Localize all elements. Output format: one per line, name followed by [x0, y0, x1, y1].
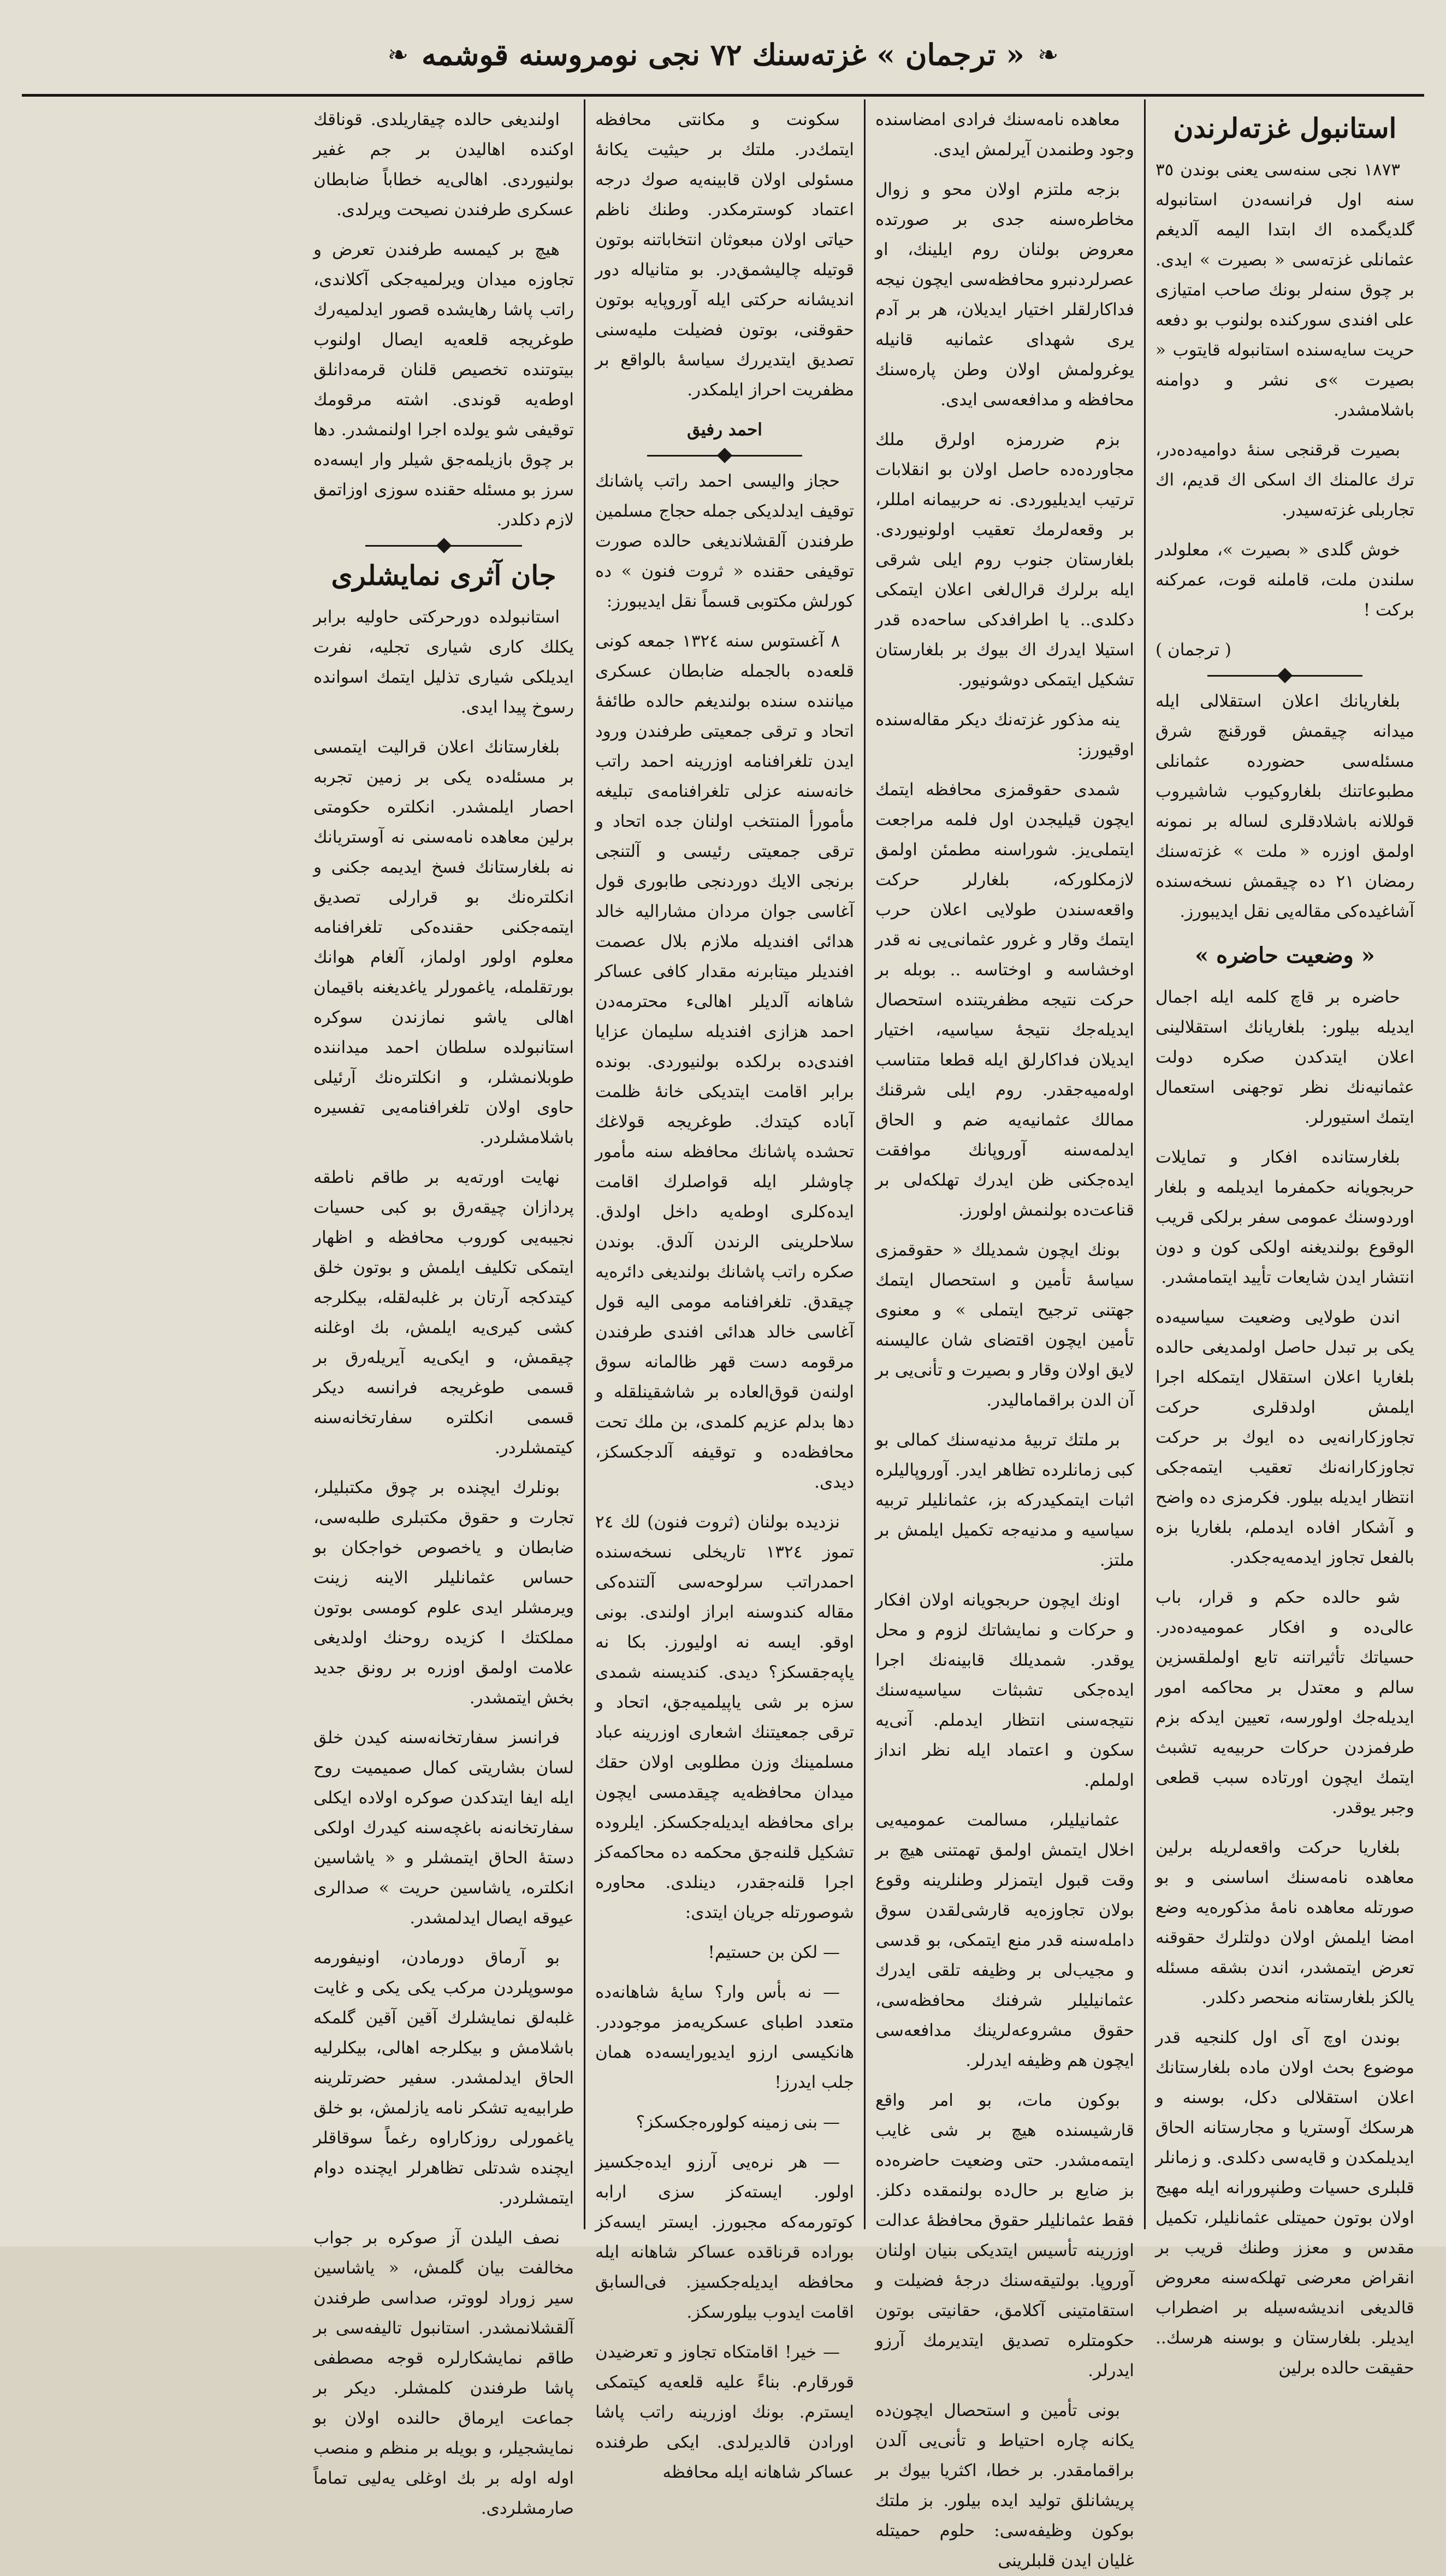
dialogue-line: — هر نره‌یی آرزو ایده‌جکسیز اولور. ایسته‌کز سزی ارابه کوتورمه‌که مجبورز. ایستر ایسه‌کز بوراده قرناقده عساکر شاهانه ایله محافظه ایدیله‌جکسیز. فی‌السابق اقامت ایدوب بیلورسکز. — [595, 2152, 854, 2322]
paragraph: اندن طولایی وضعیت سیاسیه‌ده یکی بر تبدل حاصل اولمدیغی حالده بلغاریا اعلان استقلال ایتمکله اجرا ایلمش اولدقلری حرکت تجاوزکارانه‌یی ده ایوك بر حرکت تجاوزکارانه‌نك تعقیب ایتمه‌جکی انتظار ایدیله بیلور. فکرمزی ده واضح و آشکار افاده ایدملم، بلغاریا بزه بالفعل تجاوز ایدمه‌یه‌جکدر. — [1155, 1307, 1414, 1567]
paragraph: اونك ایچون حربجویانه اولان افکار و حرکات و نمایشاتك لزوم و محل یوقدر. شمدیلك قابینه‌نك اجرا ایده‌جکی تشبثات سیاسیه‌سنك نتیجه‌سنی انتظار ایدملم. آنی‌یه سکون و اعتماد ایله نظر انداز اولملم. — [875, 1590, 1134, 1790]
paragraph: بصیرت قرقنجی سنه‌ٔ دوامیه‌ده‌در، ترك عالمنك اك اسکی اك قدیم، اك تجاربلی غزته‌سیدر. — [1155, 440, 1414, 520]
dialogue-line: — نه بأس وار؟ سایهٔ شاهانه‌ده متعدد اطبای عسکریه‌مز موجوددر. هانکیسی ارزو ایدیورایسه‌ده همان جلب ایدرز! — [595, 1982, 854, 2092]
section-subtitle: « وضعیت حاضره » — [1195, 943, 1375, 968]
section-divider — [647, 455, 802, 457]
paragraph: استانبولده دورحرکتی حاولیه برابر یکلك کاری شیاری تجلیه، نفرت ایدیلکی شیاری تذلیل ایتمك اسوانده رسوخ پیدا ایدی. — [313, 607, 574, 717]
dialogue-line: — خیر! اقامتکاه تجاوز و تعرضیدن قورقارم. بناءً علیه قلعه‌یه کیتمکی ایسترم. بونك اوزرینه راتب پاشا اورادن قالدیرلدی. ایکی طرفنده عساکر شاهانه ایله محافظه — [595, 2342, 854, 2482]
paragraph: معاهده نامه‌سنك فرادی امضاسنده وجود وطنمدن آیرلمش ایدی. — [875, 110, 1134, 159]
divider-diamond-icon — [1277, 668, 1293, 683]
paragraph: بلغاریا حرکت واقعه‌لریله برلین معاهده نامه‌سنك اساسنی و بو صورتله معاهده نامهٔ مذکوره‌یه وضع امضا ایلمش اولان دولتلرك حقوقنه تعرض ایتمشدر، اندن بشقه مسئله یالکز بلغارستانه منحصر دکلدر. — [1155, 1838, 1414, 2007]
paragraph: نزدیده بولنان (ثروت فنون) لك ٢٤ تموز ١٣٢٤ تاریخلی نسخه‌سنده احمدراتب سرلوحه‌سی آلتنده‌کی مقاله کندوسنه ابراز اولندی. بونی اوقو. ایسه نه اولیورز. بکا نه یاپه‌جقسکز؟ دیدی. کندیسنه شمدی سزه بر شی یاپیلمیه‌جق، اتحاد و ترقی جمعیتنك اشعاری اوزرینه عباد مسلمینك وزن مطلوبی اولان حقك میدان محافظه‌یه چیقدمسی ایچون برای محافظه ایدیله‌جکسکز. ایلروده تشکیل قلنه‌جق محکمه ده محاکمه‌کز اجرا قلنه‌جقدر، دینلدی. محاوره شوصورتله جریان ایتدی: — [595, 1512, 854, 1922]
paragraph: اولندیغی حالده چیقاریلدی. قوناقك اوکنده اهالیدن بر جم غفیر بولنیوردی. اهالی‌یه خطاباً ضابطان عسکری طرفندن نصیحت ویرلدی. — [313, 110, 574, 220]
paragraph: بزجه ملتزم اولان محو و زوال مخاطره‌سنه جدی بر صورتده معروض بولنان روم ایلینك، او عصرلردنبرو محافظه‌سی ایچون نیجه فداکارلقلر اختیار ایدیلان، هر بر آدم یری شهدای عثمانیه قانیله یوغرولمش اولان وطن پاره‌سنك محافظه و مدافعه‌سی ایدی. — [875, 180, 1134, 410]
column-1-heading: استانبول غزته‌لرندن — [1173, 112, 1397, 144]
paragraph: شمدی حقوقمزی محافظه ایتمك ایچون قیلیجدن اول فلمه مراجعت ایتملی‌یز. شوراسنه مطمئن اولمق لازمکلورکه، بلغارلر حرکت واقعه‌سندن طولایی اعلان حرب ایتمك وقار و غرور عثمانی‌یی نه قدر اوخشاسه و اوختاسه .. بوبله بر حرکت نتیجه مظفریتنده استحصال ایدیله‌جك نتیجهٔ سیاسیه، اختیار ایدیلان فداکارلق ایله قطعا متناسب اوله‌میه‌جقدر. روم ایلی شرقنك ممالك عثمانیه‌یه ضم و الحاق ایدلمه‌سنه آوروپانك موافقت ایده‌جکنی ظن ایدرك تهلکه‌لی بر قناعت‌ده بولنمش اولورز. — [875, 780, 1134, 1220]
paragraph: بوکون مات، بو امر واقع قارشیسنده هیچ بر شی غایب ایتمه‌مشدر. حتی وضعیت حاضره‌ده بز ضایع بر حال‌ده بولنمقده دکلز. فقط عثمانلیلر حقوق محافظهٔ عدالت اوزرینه تأسیس ایتدیکی بنیان اولنان آوروپا. بولتیقه‌سنك درجهٔ فضیلت و استقامتینی آکلامق، حقانیتی بوتون حکومتلره تصدیق ایتدیرمك آرزو ایدرلر. — [875, 2091, 1134, 2380]
paragraph: بونلرك ایچنده بر چوق مکتبلیلر، تجارت و حقوق مکتبلری طلبه‌سی، ضابطان و یاخصوص خواجکان بو حساس عثمانلیلر الاینه زینت ویرمشلر ایدی علوم کومسی بوتون مملکتك ا کزیده روحنك اولدیغی علامت اولمق اوزره بر رونق جدید بخش ایتمشدر. — [313, 1478, 574, 1708]
columns — [22, 99, 1424, 2571]
paragraph: عثمانیلیلر، مسالمت عمومیه‌یی اخلال ایتمش اولمق تهمتنی هیچ بر وقت قبول ایتمزلر وطنلرینه وقوع بولان تجاوزه‌یه قارشی‌لقدن سوق دامله‌سنه قدر منع ایتمکی، بو قدسی و مجیب‌لی بر وظیفه تلقی ایدرك عثمانیلیلر شرفنك محافظه‌سی، حقوق مشروعه‌لرینك مدافعه‌سی ایچون هم وظیفه ایدرلر. — [875, 1810, 1134, 2070]
dialogue-line: — بنی زمینه کولوره‌جکسکز؟ — [636, 2112, 840, 2132]
paragraph: نهایت اورته‌یه بر طاقم ناطقه پردازان چیقه‌رق بو کبی حسیات نجیبه‌یی کوروب محافظه و اظهار ایتمکی تکلیف ایلمش و بوتون خلق کیتدکجه آرتان بر غلبه‌لقله، بیکلرجه کشی کیری‌یه ایلمش، بك اوغلنه چیقمش، و ایکی‌یه آیریله‌رق بر قسمی طوغریجه فرانسه دیکر قسمی انکلتره سفارتخانه‌سنه کیتمشلردر. — [313, 1168, 574, 1458]
paragraph: سکونت و مکانتی محافظه ایتمك‌در. ملتك بر حیثیت یکانهٔ مسئولی اولان قابینه‌یه صوك درجه اعتماد کوسترمکدر. وطنك ناظم حیاتی اولان مبعوثان انتخاباتنه بوتون قوتیله چالیشمق‌در. بو متانیاله دور اندیشانه حرکتی ایله آوروپایه بوتون حقوقنی، بوتون فضیلت ملیه‌سنی تصدیق ایتدیررك سیاسهٔ بالواقع بر مظفریت احراز ایلمکدر. — [595, 110, 854, 400]
masthead-rule — [22, 94, 1424, 97]
section-divider — [365, 545, 521, 547]
paragraph: خوش گلدی « بصیرت »، معلولدر سلندن ملت، قاملنه قوت، عمرکنه برکت ! — [1155, 540, 1414, 620]
paragraph: بونی تأمین و استحصال ایچون‌ده یکانه چاره احتیاط و تأنی‌یی آلدن براقمامقدر. بر خطا، اکثریا بیوك بر پریشانلق تولید ایده بیلور. بز ملتك بوکون وظیفه‌سی: حلوم حمیتله غلیان ایدن قلبلرینی — [875, 2401, 1134, 2571]
column-4 — [304, 99, 584, 2518]
column-1 — [1144, 99, 1424, 2378]
author-signature: احمد رفیق — [687, 420, 762, 440]
paragraph: بوندن اوچ آی اول کلنجیه قدر موضوع بحث اولان ماده بلغارستانك اعلان استقلالی دکل، بوسنه و هرسکك آوستریا و مجارستانه الحاق ایدیلمکدن و قایه‌سی دکلدی. و زمانلر قلبلری حسیات وطنپرورانه ایله مهیج اولان بوتون حمیتلی عثمانلیلر، تکمیل مقدس و معزز وطنك قریب بر انقراض معرضی تهلکه‌سنه معروض قالدیغی اندیشه‌سیله بر اضطراب ایدیلر. بلغارستان و بوسنه هرسك.. حقیقت حالده برلین — [1155, 2028, 1414, 2378]
paragraph: بو آرماق دورمادن، اونیفورمه موسوپلردن مرکب یکی یکی و غایت غلبه‌لق نمایشلرك آقین آقین گلمکه باشلامش و بیکلرجه اهالی، بیکلرلیه الحاق ایدلمشدر. سفیر حضرتلرینه طرابیه‌یه تشکر نامه یازلمش، بو خلق یاغمورلی روزکاراوه رغماً سوقاقلر ایچنده شدتلی تظاهرلر ایچنده دوام ایتمشلردر. — [313, 1948, 574, 2208]
paragraph: بر ملتك تربیهٔ مدنیه‌سنك کمالی بو کبی زمانلرده تظاهر ایدر. آوروپالیلره اثبات ایتمکیدرکه بز، عثمانلیلر تربیه سیاسیه و مدنیه‌جه تکمیل ایلمش بر ملتز. — [875, 1430, 1134, 1570]
paragraph: ١٨٧٣ نجی سنه‌سی یعنی بوندن ٣٥ سنه اول فرانسه‌دن استانبوله گلدیگمده اك ابتدا الیمه آلدیغم عثمانلی غزته‌سی « بصیرت » ایدی. بر چوق سنه‌لر بونك صاحب امتیازی علی افندی سورکنده بولنوب بو دفعه حریت سایه‌سنده استانبوله قایتوب « بصیرت »ی نشر و دوامنه باشلامشدر. — [1155, 160, 1414, 420]
divider-diamond-icon — [436, 538, 451, 553]
paragraph: حجاز والیسی احمد راتب پاشانك توقیف ایدلدیکی جمله حجاج مسلمین طرفندن آلقشلاندیغی حالده صورت توقیفی حقنده « ثروت فنون » ده کورلش مکتوبی قسماً نقل ایدیبورز: — [595, 471, 854, 611]
column-4-heading: جان آثری نمایشلری — [331, 559, 556, 591]
paragraph: فرانسز سفارتخانه‌سنه کیدن خلق لسان بشاریتی کمال صمیمیت روح ایله ایفا ایتدکدن صوکره اولاده ایکلی سفارتخانه‌نه باغچه‌سنه کیدرك اولکی دستهٔ الحاق ایتمشلر و « یاشاسین انکلتره، یاشاسین حریت » صدالری عیوقه ایصال ایدلمشدر. — [313, 1728, 574, 1928]
divider-diamond-icon — [717, 448, 732, 463]
credit-line: ( ترجمان ) — [1155, 640, 1231, 660]
section-divider — [1207, 675, 1362, 677]
paragraph: شو حالده حکم و قرار، باب عالی‌ده و افکار عمومیه‌ده‌در. حسیاتك تأثیراتنه تابع اولملقسزین سالم و معتدل بر محاکمه امور ایدیله‌جك اولورسه، تعیین ایدکه بزم طرفمزدن حرکات حربیه‌یه تشبث ایتمك ایچون اورتاده سبب قطعی وجبر یوقدر. — [1155, 1588, 1414, 1817]
paragraph: نصف الیلدن آز صوکره بر جواب مخالفت بیان گلمش، « یاشاسین سیر زوراد لووتر، صداسی طرفندن آلقشلانمشدر. استانبول تالیفه‌سی بر طاقم نمایشکارلره قوجه مصطفی پاشا طرفندن کلمشلر. دیکر بر جماعت ایرماق حالنده اولان بو نمایشجیلر، و بویله بر منظم و منصب اوله اوله بر بك اوغلی یه‌لیی تماماً صارمشلردی. — [313, 2228, 574, 2518]
column-2 — [864, 99, 1144, 2571]
paragraph: هیچ بر کیمسه طرفندن تعرض و تجاوزه میدان ویرلمیه‌جکی آکلاندی، راتب پاشا رهایشده قصور ایدلمیه‌رك طوغریجه قلعه‌یه ایصال اولنوب بیتوتنده تخصیص قلنان قرمه‌دانلق اوطه‌یه قوندی. اشته مرقومك توقیفی شو یولده اجرا اولنمشدر. دها بر چوق بازیلمه‌جق شیلر وار ایسه‌ده سرز بو مسئله حقنده سوزی اوزاتمق لازم دکلدر. — [313, 240, 574, 530]
masthead — [16, 16, 1430, 93]
paragraph: بونك ایچون شمدیلك « حقوقمزی سیاسهٔ تأمین و استحصال ایتمك جهتنی ترجیح ایتملی » و معنوی تأمین ایچون اقتضای شان عالیسنه لایق اولان وقار و بصیرت و تأنی‌یی بر آن الدن براقمامالیدر. — [875, 1240, 1134, 1410]
column-3 — [584, 99, 864, 2482]
paragraph: حاضره بر قاچ کلمه ایله اجمال ایدیله بیلور: بلغاریانك استقلالینی اعلان ایتدکدن صکره دولت عثمانیه‌نك نظر توجهنی استعمال ایتمك استیورلر. — [1155, 987, 1414, 1127]
paragraph: ینه مذکور غزته‌نك دیکر مقاله‌سنده اوقیورز: — [875, 710, 1134, 760]
paragraph: بلغارستانك اعلان قرالیت ایتمسی بر مسئله‌ده یکی بر زمین تجربه احصار ایلمشدر. انکلتره حکومتی برلین معاهده نامه‌سنی نه آوستریانك نه بلغارستانك فسخ ایدیمه جکنی و انکلتره‌نك بو قرارلی تصدیق ایتمه‌جکنی حقنده‌کی تلغرافنامه معلوم اولور اولماز، آلغام هوانك بورتقلمله، یاغمورلر یاغدیغنه باقیمان اهالی یاشو نمازندن سوکره استانبولده سلطان احمد میداننده طوبلانمشلر، و انکلتره‌نك آرئیلی حاوی اولان تلغرافنامه‌یی تفسیره باشلامشلردر. — [313, 737, 574, 1147]
paragraph: بلغاریانك اعلان استقلالی ایله میدانه چیقمش قورقنچ شرق مسئله‌سی حضورده عثمانلی مطبوعاتنك بلغاروکیوب شاشیروب قوللانه باشلادقلری لساله بر نمونه اولمق اوزره « ملت » غزته‌سنك رمضان ٢١ ده چیقمش نسخه‌سنده آشاغیده‌کی مقاله‌یی نقل ایدیبورز. — [1155, 691, 1414, 921]
dialogue-line: — لکن بن حستیم! — [708, 1943, 840, 1962]
ornament-right-icon: ❧ — [1037, 40, 1059, 69]
paragraph: ٨ آغستوس سنه ١٣٢٤ جمعه کونی قلعه‌ده بالجمله ضابطان عسکری میاننده سنده بولندیغم حالده طائفهٔ اتحاد و ترقی جمعیتی طرفندن ورود ایدن تلغرافنامه اوزرینه احمد راتب خانه‌سنه عزلی تلغرافنامه‌ی تبلیغه مأمورأ المنتخب اولنان جده اتحاد و ترقی جمعیتی رئیسی و آلتنجی برنجی الایك دوردنجی طابوری قول آغاسی جوان مردان مشارالیه خالد هدائی افندیله ملازم بلال عصمت افندیلر میتابرنه مقدار کافی عساکر شاهانه آلدیلر اهالی‌ء محترمه‌دن احمد هزازی افندیله سلیمان عزایا افندی‌ده برلکده بولنیوردی. بونده برابر اقامت ایتدیکی خانهٔ ظلمت آباده کیتدك. طوغریجه قولاغك تحشده پاشانك محافظه سنه مأمور چاوشلر ایله قواصلرك اقامت ایده‌کلری اوطه‌یه داخل اولدق. سلاحلرینی الرندن آلدق. بوندن صکره راتب پاشانك بولندیغی دائره‌یه چیقدق. تلغرافنامه مومی الیه قول آغاسی خالد هدائی افندی طرفندن مرقومه دست قهر ظالمانه سوق اولنه‌ن قوق‌العاده بر شاشقینلقله و دها بدلم عزیم کلمدی، بن ملك تحت محافظه‌ده و توقیفه آلدجکسکز، دیدی. — [595, 631, 854, 1492]
ornament-left-icon: ❧ — [387, 40, 409, 69]
paragraph: بزم ضررمزه اولرق ملك مجاورده‌ده حاصل اولان بو انقلابات ترتیب ایدیلیوردی. نه حربیمانه امللر، بر وقعه‌لرمك تعقیب اولونیوردی. بلغارستان جنوب روم ایلی شرقی ایله برلرك قرال‌لغی اعلان ایتمکی دکلدی.. یا اطرافدکی ساحه‌ده قدر استیلا ایدرك اك بیوك بر بلغارستان تشکیل ایتمکی دوشونیور. — [875, 430, 1134, 690]
paragraph: بلغارستانده افکار و تمایلات حربجویانه حکمفرما ایدیلمه و بلغار اوردوسنك عمومی سفر برلکی قریب الوقوع بولندیغنه اولکی کون و دون انتشار ایدن شایعات تأیید ایتمامشدر. — [1155, 1147, 1414, 1287]
masthead-title: « ترجمان » غزته‌سنك ٧٢ نجی نومروسنه قوشمه — [422, 37, 1024, 72]
